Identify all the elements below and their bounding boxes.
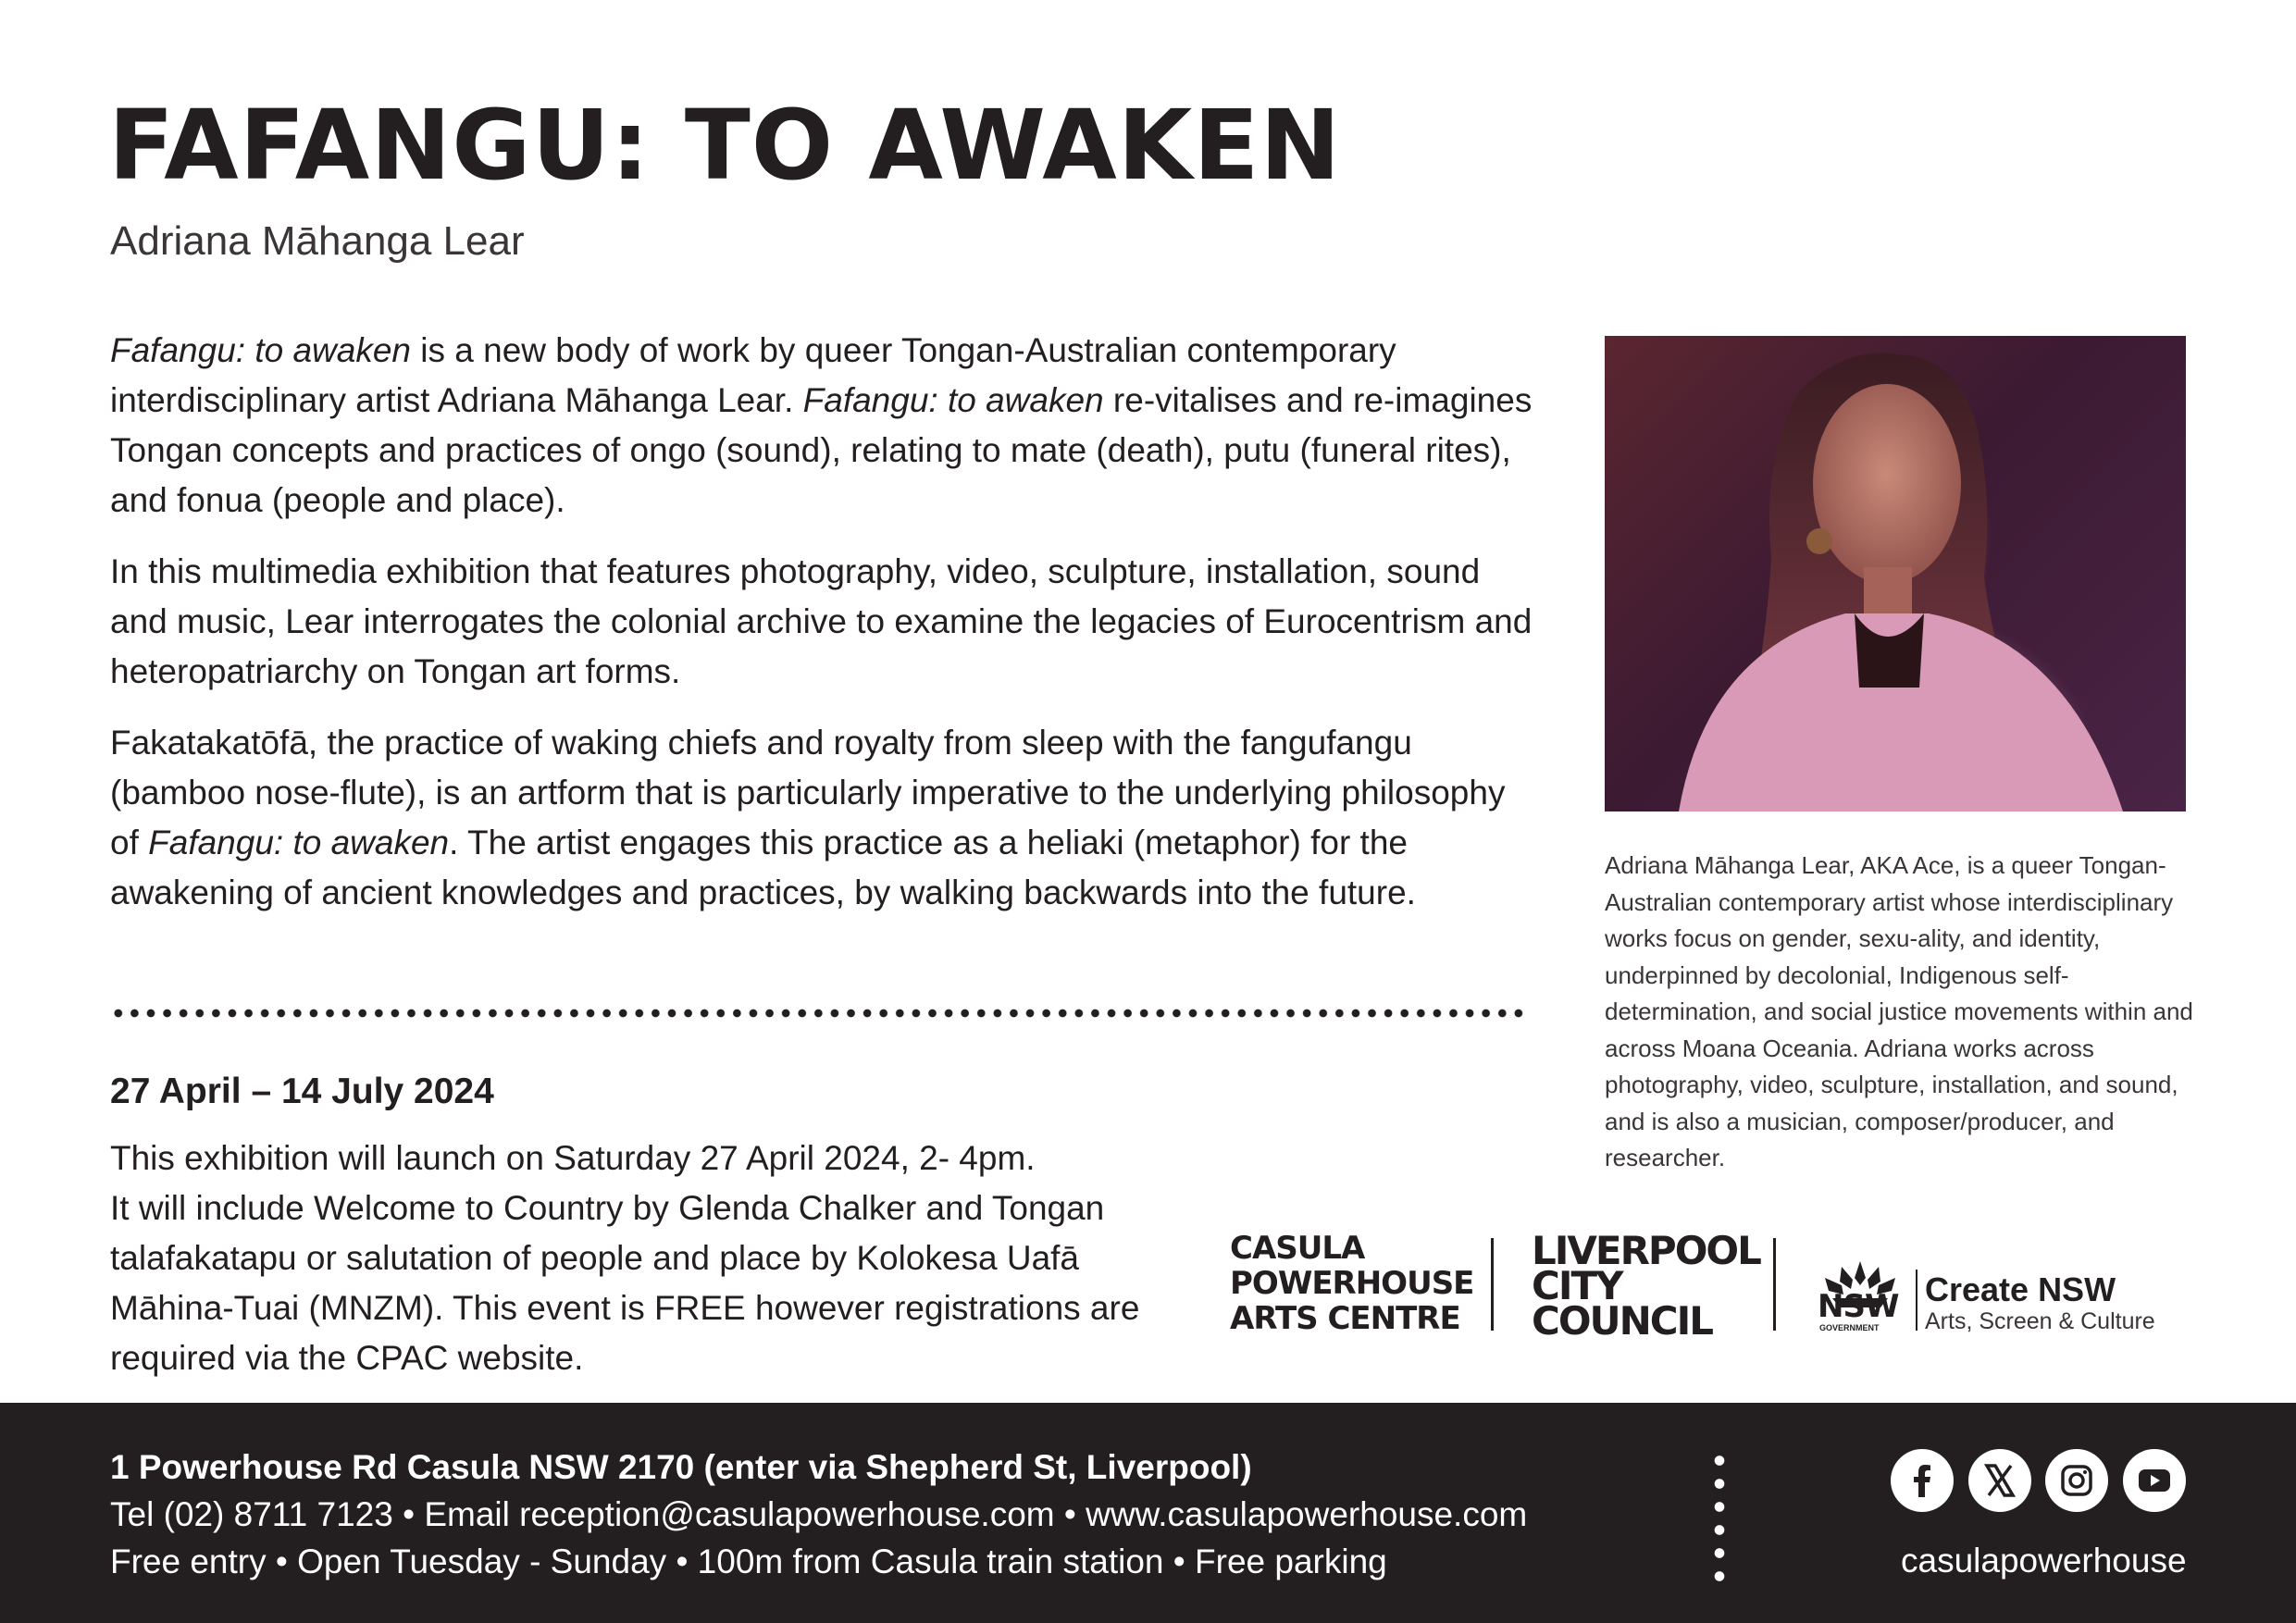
launch-line: This exhibition will launch on Saturday 27 April 2024, 2- 4pm. [110,1139,1036,1177]
work-title: Fafangu: to awaken [802,381,1104,419]
work-title: Fafangu: to awaken [110,331,411,369]
vertical-dotted-divider [1714,1449,1725,1588]
x-icon[interactable] [1968,1449,2031,1512]
logo-divider [1491,1238,1494,1331]
exhibition-paragraph: In this multimedia exhibition that features photography, video, sculpture, installation, sound and music, Lear interrogates the colonial archive to examine the legacies of Eurocentrism and heteropatriarchy on Tongan art forms. [110,552,1533,690]
exhibition-description [110,326,1535,939]
visitor-info: Free entry • Open Tuesday - Sunday • 100m from Casula train station • Free parking [110,1542,1387,1580]
nsw-wordmark: NSW [1818,1288,1899,1325]
exhibition-dates: 27 April – 14 July 2024 [110,1072,494,1111]
launch-info [110,1134,1174,1383]
create-nsw-subtitle: Arts, Screen & Culture [1925,1308,2155,1334]
facebook-icon[interactable] [1891,1449,1954,1512]
work-title: Fafangu: to awaken [148,824,450,861]
page-title: FAFANGU: TO AWAKEN [108,89,1342,202]
artist-name: Adriana Māhanga Lear [110,218,525,264]
practice-paragraph: Fakatakatōfā, the practice of waking chiefs and royalty from sleep with the fangufangu (bamboo nose-flute), is an artform that is particularly imperative to the underlying philosophy of Fafangu: to awaken. The artist engages this practice as a heliaki (metaphor) for the awakening of ancient knowledges and practices, by walking backwards into the future. [110,724,1506,911]
logo-divider [1773,1238,1776,1331]
logo-divider [1916,1270,1917,1331]
nsw-government-label: GOVERNMENT [1819,1323,1880,1332]
create-nsw-title: Create NSW [1925,1270,2116,1308]
contact-info: Tel (02) 8711 7123 • Email reception@casulapowerhouse.com • www.casulapowerhouse.com [110,1495,1528,1533]
social-handle: casulapowerhouse [1901,1542,2187,1580]
artist-bio: Adriana Māhanga Lear, AKA Ace, is a queer Tongan-Australian contemporary artist whose interdisciplinary works focus on gender, sexu-ality, and identity, underpinned by decolonial, Indigenous self-determination, and social justice movements within and across Moana Oceania. Adriana works across photography, video, sculpture, installation, and sound, and is also a musician, composer/producer, and researcher. [1605,851,2193,1171]
instagram-icon[interactable] [2045,1449,2108,1512]
launch-details: It will include Welcome to Country by Glenda Chalker and Tongan talafakatapu or salutation of people and place by Kolokesa Uafā Māhina-Tuai (MNZM). This event is FREE however registrations are required via the CPAC website. [110,1189,1140,1377]
youtube-icon[interactable] [2123,1449,2186,1512]
artist-portrait [1605,336,2186,812]
portrait-illustration [1605,336,2186,812]
intro-paragraph: Fafangu: to awaken is a new body of work by queer Tongan-Australian contemporary interdisciplinary artist Adriana Māhanga Lear. Fafangu: to awaken re-vitalises and re-imagines Tongan concepts and practices of ongo (sound), relating to mate (death), putu (funeral rites), and fonua (people and place). [110,331,1533,519]
footer [0,1403,2296,1623]
casula-powerhouse-logo: CASULA POWERHOUSE ARTS CENTRE [1230,1230,1474,1337]
venue-address: 1 Powerhouse Rd Casula NSW 2170 (enter via Shepherd St, Liverpool) [110,1448,1252,1486]
dotted-divider [110,1009,1526,1018]
liverpool-council-logo: LIVERPOOL CITY COUNCIL [1532,1228,1760,1344]
